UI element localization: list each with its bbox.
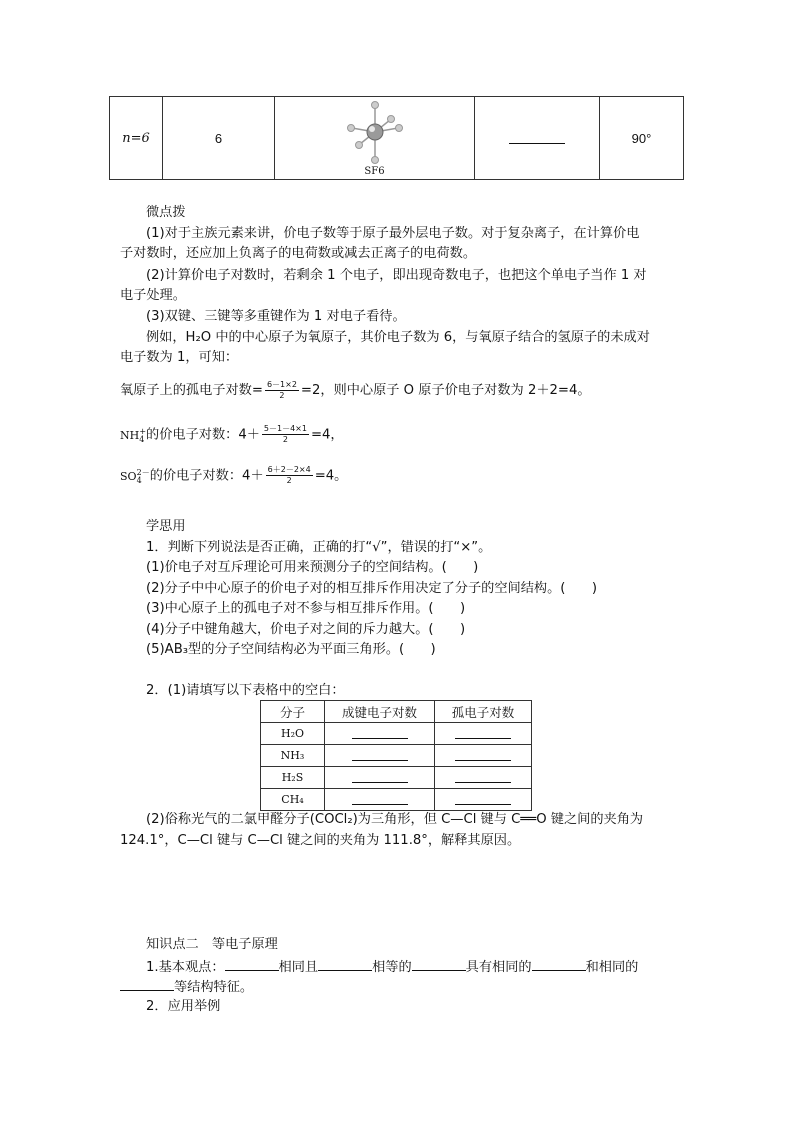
tip-heading: 微点拨: [146, 205, 186, 220]
fill-blank[interactable]: [412, 956, 466, 971]
geometry-table: [109, 96, 684, 180]
question-1-item: (2)分子中中心原子的价电子对的相互排斥作用决定了分子的空间结构。( ): [146, 581, 597, 596]
formula-ammonium: $NH_4^+$的价电子对数：4＋ $\frac{5-1-4\times 1}{2}$ =4，: [120, 424, 344, 445]
bond-pairs-blank[interactable]: [352, 792, 408, 805]
question-2: 2．(1)请填写以下表格中的空白：: [146, 683, 345, 698]
tip-point-1b: 子对数时，还应加上负离子的电荷数或减去正离子的电荷数。: [120, 246, 477, 261]
question-1-item: (1)价电子对互斥理论可用来预测分子的空间结构。( ): [146, 560, 479, 575]
angle-cell: 90°: [600, 97, 684, 180]
table-row: H₂O: [261, 723, 532, 745]
table-row: CH₄: [261, 789, 532, 811]
answer-blank[interactable]: [509, 129, 565, 144]
fill-blank[interactable]: [120, 976, 174, 991]
basic-view-line: 1.基本观点： 相同且 相等的 具有相同的 和相同的: [146, 956, 638, 978]
model-cell: [275, 97, 475, 180]
fraction-oxygen: $\frac{6-1\times 2}{2}$: [266, 379, 297, 400]
row-label-cell: n=6: [110, 97, 163, 180]
bond-pairs-blank[interactable]: [352, 770, 408, 783]
table-row: H₂S: [261, 767, 532, 789]
question-2-2b: 124.1°，C—Cl 键与 C—Cl 键之间的夹角为 111.8°，解释其原因。: [120, 833, 521, 848]
tip-point-1a: (1)对于主族元素来讲，价电子数等于原子最外层电子数。对于复杂离子，在计算价电: [146, 226, 640, 241]
basic-view-line-2: 等结构特征。: [120, 976, 253, 998]
formula-oxygen: 氧原子上的孤电子对数= $\frac{6-1\times 2}{2}$ =2，则中心原子 O 原子价电子对数为 2＋2=4。: [120, 379, 591, 400]
section-2-title: 知识点二 等电子原理: [146, 937, 278, 952]
question-2-2a: (2)俗称光气的二氯甲醛分子(COCl₂)为三角形，但 C—Cl 键与 C══O 键之间的夹角为: [146, 812, 644, 827]
table-header: 成键电子对数: [325, 701, 435, 723]
bond-pairs-blank[interactable]: [352, 748, 408, 761]
table-header: 孤电子对数: [435, 701, 532, 723]
electron-pair-table: [260, 700, 532, 811]
table-row: NH₃: [261, 745, 532, 767]
bond-pairs-blank[interactable]: [352, 726, 408, 739]
question-1-item: (3)中心原子上的孤电子对不参与相互排斥作用。( ): [146, 601, 466, 616]
practice-heading: 学思用: [146, 519, 186, 534]
fraction-sulfate: $\frac{6+2-2\times 4}{2}$: [267, 465, 311, 486]
tip-point-3: (3)双键、三键等多重键作为 1 对电子看待。: [146, 309, 406, 324]
formula-sulfate: $SO_4^{2-}$的价电子对数：4＋ $\frac{6+2-2\times 4}{2}$ =4。: [120, 465, 348, 486]
question-1: 1．判断下列说法是否正确，正确的打“√”，错误的打“×”。: [146, 540, 492, 555]
tip-point-2b: 电子处理。: [120, 288, 186, 303]
tip-point-2a: (2)计算价电子对数时，若剩余 1 个电子，即出现奇数电子，也把这个单电子当作 1 对: [146, 268, 647, 283]
lone-pairs-blank[interactable]: [455, 748, 511, 761]
question-1-item: (4)分子中键角越大，价电子对之间的斥力越大。( ): [146, 622, 466, 637]
application-heading: 2．应用举例: [146, 999, 221, 1014]
lone-pairs-blank[interactable]: [455, 792, 511, 805]
lone-pairs-blank[interactable]: [455, 770, 511, 783]
fill-blank[interactable]: [318, 956, 372, 971]
answer-cell: [475, 97, 600, 180]
sf6-label: SF6: [364, 166, 385, 177]
pair-count-cell: 6: [163, 97, 275, 180]
example-line-b: 电子数为 1，可知：: [120, 350, 239, 365]
fill-blank[interactable]: [225, 956, 279, 971]
example-line-a: 例如，H₂O 中的中心原子为氧原子，其价电子数为 6，与氧原子结合的氢原子的未成对: [146, 330, 650, 345]
lone-pairs-blank[interactable]: [455, 726, 511, 739]
fill-blank[interactable]: [532, 956, 586, 971]
question-1-item: (5)AB₃型的分子空间结构必为平面三角形。( ): [146, 642, 436, 657]
fraction-ammonium: $\frac{5-1-4\times 1}{2}$: [263, 424, 307, 445]
table-header: 分子: [261, 701, 325, 723]
